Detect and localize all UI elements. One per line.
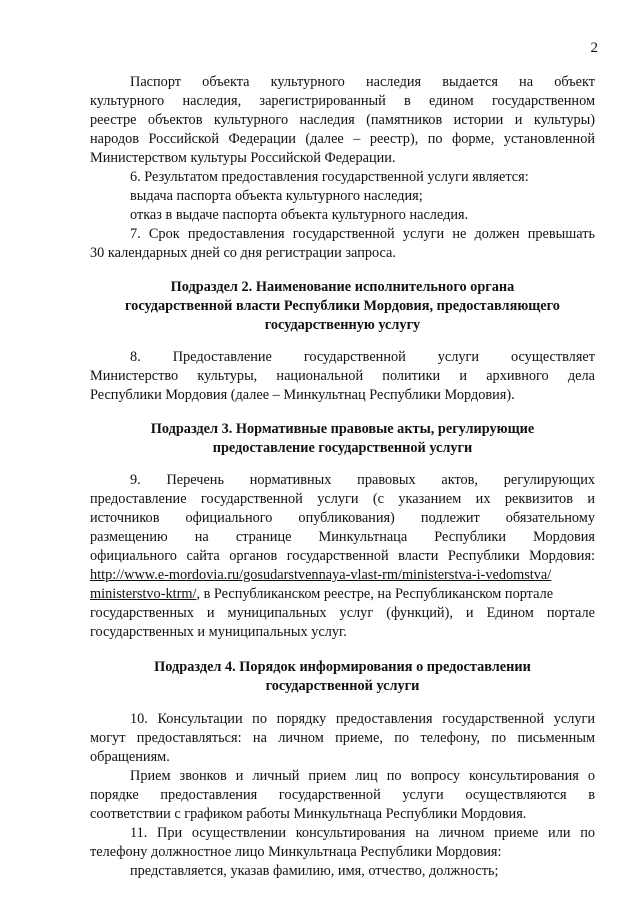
paragraph-line: телефону должностное лицо Минкультнаца Республики Мордовия: bbox=[90, 844, 502, 860]
ministry-website-link[interactable]: http://www.e-mordovia.ru/gosudarstvennaya-vlast-rm/ministerstva-i-vedomstva/ bbox=[90, 567, 552, 583]
paragraph-line: отказ в выдаче паспорта объекта культурного наследия. bbox=[130, 207, 469, 223]
section-heading: Подраздел 2. Наименование исполнительного органа bbox=[170, 279, 515, 295]
paragraph-text: , в Республиканском реестре, на Республиканском портале bbox=[196, 586, 554, 602]
section-heading: предоставление государственной услуги bbox=[212, 440, 473, 456]
paragraph-line: 7. Срок предоставления государственной услуги не должен превышать bbox=[130, 226, 595, 242]
paragraph-line bbox=[90, 566, 595, 585]
ministry-website-link[interactable]: ministerstvo-ktrm/ bbox=[90, 586, 197, 602]
paragraph-line: могут предоставляться: на личном приеме, по телефону, по письменным bbox=[90, 730, 595, 746]
section-heading: Подраздел 4. Порядок информирования о предоставлении bbox=[154, 659, 531, 675]
paragraph-line: 8. Предоставление государственной услуги осуществляет bbox=[130, 349, 595, 365]
section-heading: государственной услуги bbox=[265, 678, 420, 694]
paragraph-line: Министерством культуры Российской Федерации. bbox=[90, 150, 396, 166]
paragraph-line: культурного наследия, зарегистрированный в едином государственном bbox=[90, 93, 595, 109]
paragraph-line: Прием звонков и личный прием лиц по вопросу консультирования о bbox=[130, 768, 595, 784]
paragraph-line: 30 календарных дней со дня регистрации запроса. bbox=[90, 245, 396, 261]
paragraph-line: размещению на странице Минкультнаца Республики Мордовия bbox=[90, 529, 595, 545]
paragraph-line: 6. Результатом предоставления государственной услуги является: bbox=[130, 169, 529, 185]
section-heading: государственную услугу bbox=[264, 317, 421, 333]
section-heading: Подраздел 3. Нормативные правовые акты, регулирующие bbox=[150, 421, 535, 437]
paragraph-line: народов Российской Федерации (далее – реестр), по форме, установленной bbox=[90, 131, 595, 147]
paragraph-line: Паспорт объекта культурного наследия выдается на объект bbox=[130, 74, 595, 90]
paragraph-line: официального сайта органов государственной власти Республики Мордовия: bbox=[90, 548, 595, 564]
paragraph-line: порядке предоставления государственной услуги осуществляются в bbox=[90, 787, 595, 803]
paragraph-line: выдача паспорта объекта культурного наследия; bbox=[130, 188, 423, 204]
paragraph-line: 10. Консультации по порядку предоставления государственной услуги bbox=[130, 711, 595, 727]
page-number: 2 bbox=[590, 40, 598, 56]
paragraph-line: обращениям. bbox=[90, 749, 170, 765]
paragraph-line: соответствии с графиком работы Минкультнаца Республики Мордовия. bbox=[90, 806, 527, 822]
paragraph-line bbox=[90, 585, 595, 604]
paragraph-line: Министерство культуры, национальной политики и архивного дела bbox=[90, 368, 595, 384]
paragraph-line: Республики Мордовия (далее – Минкультнац Республики Мордовия). bbox=[90, 387, 515, 403]
paragraph-line: представляется, указав фамилию, имя, отчество, должность; bbox=[130, 863, 499, 879]
paragraph-line: государственных и муниципальных услуг (функций), и Едином портале bbox=[90, 605, 595, 621]
section-heading: государственной власти Республики Мордовия, предоставляющего bbox=[125, 298, 560, 314]
paragraph-line: источников официального опубликования) подлежит обязательному bbox=[90, 510, 595, 526]
paragraph-line: предоставление государственной услуги (с указанием их реквизитов и bbox=[90, 491, 595, 507]
paragraph-line: 9. Перечень нормативных правовых актов, регулирующих bbox=[130, 472, 595, 488]
paragraph-line: государственных и муниципальных услуг. bbox=[90, 624, 347, 640]
paragraph-line: реестре объектов культурного наследия (памятников истории и культуры) bbox=[90, 112, 595, 128]
paragraph-line: 11. При осуществлении консультирования на личном приеме или по bbox=[130, 825, 595, 841]
